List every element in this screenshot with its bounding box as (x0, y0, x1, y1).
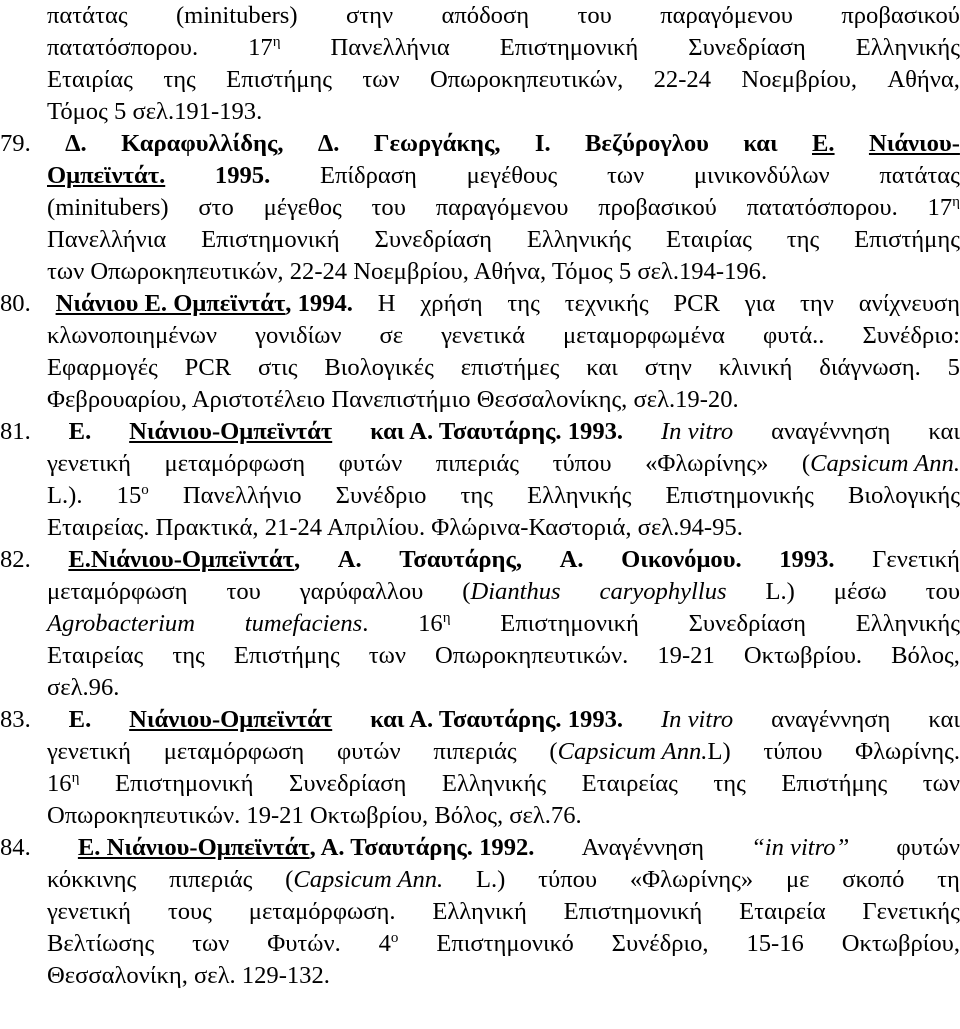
word: Νοεμβρίου, (741, 66, 857, 93)
word: και (586, 354, 618, 381)
word: Συνεδρίαση (688, 34, 806, 61)
word: αναγέννηση (771, 418, 891, 445)
text-line (47, 640, 960, 672)
reference-83 (0, 704, 960, 736)
superscript: η (442, 609, 451, 626)
author-highlight: Ε. Νιάνιου-Ομπεϊντάτ (77, 834, 310, 861)
word: και (928, 418, 960, 445)
word: (Capsicum Ann.L) (549, 738, 731, 765)
word: Οπωροκηπευτικών, (429, 66, 624, 93)
word: Οπωροκηπευτικών. (435, 642, 629, 669)
word: προβασικού (598, 194, 717, 221)
author: Α. (337, 546, 362, 573)
text-line (47, 928, 960, 960)
word: (Capsicum Ann. (801, 450, 960, 477)
word: Νιάνιου Ε. Ομπεϊντάτ, 1994. (55, 290, 353, 317)
word: (Dianthus (462, 578, 561, 605)
word: πατάτας (47, 2, 128, 29)
word: Θεσσαλονίκη, σελ. 129-132. (47, 962, 330, 989)
word: $17^\eta$ (927, 193, 960, 221)
entry-number: 82. (0, 546, 31, 573)
text-line (47, 96, 960, 128)
word: των (192, 930, 230, 957)
word: Η (377, 290, 396, 317)
author: Οικονόμου. (621, 546, 742, 573)
word: PCR (673, 290, 720, 317)
author-highlight: Ε.Νιάνιου-Ομπεϊντάτ (68, 546, 294, 573)
text-line (47, 320, 960, 352)
word: γενετική (47, 898, 131, 925)
word: για (744, 290, 776, 317)
word: του (371, 194, 406, 221)
text-line (47, 384, 960, 416)
word: φυτών (896, 834, 960, 861)
word: φυτών (338, 450, 403, 477)
superscript: ο (390, 929, 399, 946)
word: του (226, 578, 261, 605)
year: 1993. (779, 546, 835, 573)
word: μεταμόρφωση. (248, 898, 396, 925)
text-line (47, 480, 960, 512)
word: 19-21 (657, 642, 715, 669)
word: (Capsicum Ann. (285, 866, 444, 893)
word: Ε. Νιάνιου-Ομπεϊντάτ, Α. Τσαυτάρης. 1992. (77, 834, 535, 861)
word: μεταμόρφωση (163, 738, 305, 765)
word: τεχνικής (564, 290, 649, 317)
word: του (925, 578, 960, 605)
word: παραγόμενου (435, 194, 569, 221)
word: των (606, 162, 645, 189)
word: σκοπό (842, 866, 905, 893)
word: σε (379, 322, 404, 349)
word: 15-16 (746, 930, 804, 957)
word: Οκτωβρίου. (743, 642, 863, 669)
entry-number: 83. (0, 706, 31, 733)
word: μεγέθους (466, 162, 558, 189)
word: Εφαρμογές (47, 354, 158, 381)
word: Ελληνικής (526, 226, 632, 253)
text-line (47, 864, 960, 896)
word: tumefaciens. (244, 610, 369, 637)
word: μεταμορφωμένα (563, 322, 725, 349)
word: τη (937, 866, 960, 893)
word: της (786, 226, 820, 253)
word: πιπεριάς (433, 738, 517, 765)
word: γενετική (47, 738, 131, 765)
italic-term: Agrobacterium (47, 610, 195, 637)
word: $17^\eta$ (248, 33, 281, 61)
word: πιπεριάς (169, 866, 253, 893)
text-line (47, 256, 960, 288)
word: κλινική (718, 354, 793, 381)
word: Αναγέννηση (581, 834, 704, 861)
word: L.) (475, 866, 506, 893)
word: Επιστήμης (226, 66, 333, 93)
word: γαρύφαλλου (299, 578, 424, 605)
word: Επιστήμης (233, 642, 340, 669)
word: PCR (184, 354, 232, 381)
word: Επιστημονική (500, 610, 639, 637)
text-line (47, 736, 960, 768)
word: Συνεδρίαση (688, 610, 806, 637)
reference-84 (0, 832, 960, 864)
word: χρήση (420, 290, 483, 317)
word: τους (167, 898, 212, 925)
word: 5 (947, 354, 960, 381)
text-line (47, 768, 960, 800)
word: $4^o$ (378, 929, 399, 957)
word: Ελληνικής (855, 34, 960, 61)
author: Ε. (68, 706, 92, 733)
word: διάγνωση. (819, 354, 921, 381)
text-line (47, 512, 960, 544)
author: Α. (559, 546, 584, 573)
reference-79 (0, 128, 960, 160)
word: Γενετικής (862, 898, 960, 925)
word: με (785, 866, 810, 893)
word: Εταιρείας (581, 770, 678, 797)
word: L.) (765, 578, 795, 605)
author: Δ. (65, 130, 87, 157)
word: μεταμόρφωση (47, 578, 188, 605)
word: Εταιρείας (47, 642, 144, 669)
word: Συνεδρίαση (374, 226, 492, 253)
word: της (163, 66, 196, 93)
word: στις (258, 354, 298, 381)
author: Ι. (534, 130, 551, 157)
word: στην (644, 354, 692, 381)
word: μέσω (833, 578, 887, 605)
text-line (47, 64, 960, 96)
superscript: ο (141, 481, 149, 498)
word: Πανελλήνιο (182, 482, 302, 509)
word: γενετικά (441, 322, 525, 349)
word: Αθήνα, (887, 66, 960, 93)
text-line (47, 448, 960, 480)
word: Συνεδρίαση (289, 770, 407, 797)
word: Εταιρεία (739, 898, 826, 925)
superscript: η (71, 769, 80, 786)
word: παραγόμενου (660, 2, 793, 29)
word: Ελληνικής (527, 482, 632, 509)
word: Ελληνικής (441, 770, 547, 797)
word: φυτών (337, 738, 401, 765)
author: και Α. Τσαυτάρης. 1993. (370, 418, 624, 445)
text-line (47, 160, 960, 192)
word: Συνέδριο (335, 482, 427, 509)
author-highlight: Νιάνιου-Ομπεϊντάτ (129, 418, 333, 445)
word: Φεβρουαρίου, Αριστοτέλειο Πανεπιστήμιο Θεσσαλονίκης, σελ.19-20. (47, 386, 739, 413)
word: Επιστημονικής (665, 482, 814, 509)
text-line (47, 32, 960, 64)
word: μεταμόρφωση (164, 450, 306, 477)
word: την (800, 290, 834, 317)
word: «Φλωρίνης» (629, 866, 754, 893)
word: τύπου (763, 738, 823, 765)
author-highlight: Νιάνιου- (868, 130, 960, 157)
word: Επίδραση (319, 162, 417, 189)
word: Φυτών. (267, 930, 341, 957)
word: (minitubers) (47, 194, 169, 221)
word: Επιστήμης (854, 226, 960, 253)
author: Καραφυλλίδης, (121, 130, 284, 157)
author: Τσαυτάρης, (399, 546, 523, 573)
word: Εταιρίας (665, 226, 752, 253)
italic-term: “in vitro” (751, 834, 850, 861)
word: Επιστήμης (781, 770, 888, 797)
word: κλωνοποιημένων (47, 322, 218, 349)
word: Βιολογικής (847, 482, 960, 509)
word: Φλωρίνης. (855, 738, 960, 765)
word: Πανελλήνια (47, 226, 167, 253)
word: τύπου (538, 866, 598, 893)
word: πιπεριάς (435, 450, 520, 477)
word: μέγεθος (263, 194, 342, 221)
word: της (172, 642, 205, 669)
entry-number: 79. (0, 130, 31, 157)
word: Οπωροκηπευτικών. 19-21 Οκτωβρίου, Βόλος, σελ.76. (47, 802, 582, 829)
word: $15^o$ (116, 481, 149, 509)
entry-number: 80. (0, 290, 31, 317)
word: γενετική (47, 450, 131, 477)
word: πατατόσπορου. (47, 34, 199, 61)
italic-term: Capsicum Ann. (293, 866, 444, 893)
text-line (47, 896, 960, 928)
word: επιστήμες (460, 354, 560, 381)
text-line (47, 672, 960, 704)
word: Βιολογικές (324, 354, 434, 381)
word: πατάτας (879, 162, 960, 189)
reference-82 (0, 544, 960, 576)
author-highlight: Ε. (812, 130, 835, 157)
word: Επιστημονική (563, 898, 703, 925)
word: μινικονδύλων (693, 162, 830, 189)
text-line (47, 576, 960, 608)
word: 22-24 (653, 66, 711, 93)
italic-term: tumefaciens (244, 610, 363, 637)
word: Βελτίωσης (47, 930, 155, 957)
reference-80 (0, 288, 960, 320)
word: $16^\eta$ (47, 769, 80, 797)
word: της (507, 290, 540, 317)
superscript: η (952, 193, 960, 210)
word: των (922, 770, 960, 797)
word: (minitubers) (175, 2, 298, 29)
author: Γεωργάκης, (373, 130, 501, 157)
italic-term: In vitro (660, 418, 734, 445)
word: Επιστημονικό (436, 930, 574, 957)
text-line (47, 800, 960, 832)
word: Συνέδριο, (611, 930, 709, 957)
word: Επιστημονική (201, 226, 340, 253)
word: των (368, 642, 406, 669)
word: Ελληνικής (855, 610, 960, 637)
word: Βόλος, (891, 642, 960, 669)
superscript: η (272, 33, 281, 50)
author-highlight: Ομπεϊντάτ. (47, 162, 166, 189)
word: L.). (47, 482, 83, 509)
word: των (362, 66, 400, 93)
author: Δ. (317, 130, 340, 157)
text-line (47, 960, 960, 992)
word: $16^\eta$ (418, 609, 451, 637)
author-highlight: Νιάνιου Ε. Ομπεϊντάτ (55, 290, 286, 317)
word: και (928, 706, 960, 733)
word: Επιστημονική (499, 34, 639, 61)
author: Βεζύρογλου (585, 130, 709, 157)
word: ανίχνευση (858, 290, 960, 317)
word: Ε.Νιάνιου-Ομπεϊντάτ, (68, 546, 301, 573)
text-line (47, 192, 960, 224)
text-line (47, 608, 960, 640)
reference-81 (0, 416, 960, 448)
author-highlight: Νιάνιου-Ομπεϊντάτ (129, 706, 333, 733)
author: και Α. Τσαυτάρης. 1993. (370, 706, 624, 733)
word: Πανελλήνια (330, 34, 450, 61)
entry-number: 81. (0, 418, 31, 445)
word: Εταιρείας. Πρακτικά, 21-24 Απριλίου. Φλώρινα-Καστοριά, σελ.94-95. (47, 514, 743, 541)
author: και (743, 130, 778, 157)
word: της (713, 770, 746, 797)
word: πατατόσπορου. (746, 194, 898, 221)
word: σελ.96. (47, 674, 120, 701)
word: των Οπωροκηπευτικών, 22-24 Νοεμβρίου, Αθήνα, Τόμος 5 σελ.194-196. (47, 258, 768, 285)
word: της (460, 482, 493, 509)
word: Εταιρίας (47, 66, 133, 93)
word: γονιδίων (255, 322, 342, 349)
year: 1995. (214, 162, 271, 189)
word: στο (198, 194, 234, 221)
italic-term: Capsicum Ann. (810, 450, 960, 477)
word: φυτά.. (762, 322, 825, 349)
italic-term: caryophyllus (599, 578, 727, 605)
word: Τόμος 5 σελ.191-193. (47, 98, 263, 125)
entry-number: 84. (0, 834, 31, 861)
word: απόδοση (441, 2, 530, 29)
word: Συνέδριο: (862, 322, 960, 349)
word: Ελληνική (432, 898, 527, 925)
word: αναγέννηση (771, 706, 891, 733)
word: «Φλωρίνης» (645, 450, 769, 477)
italic-term: Capsicum Ann. (557, 738, 708, 765)
word: τύπου (552, 450, 612, 477)
word: Επιστημονική (114, 770, 254, 797)
italic-term: In vitro (660, 706, 734, 733)
word: Οκτωβρίου, (841, 930, 960, 957)
text-line (47, 352, 960, 384)
word: Γενετική (872, 546, 960, 573)
text-line (47, 224, 960, 256)
text-line (47, 0, 960, 32)
author: Ε. (68, 418, 92, 445)
word: προβασικού (841, 2, 960, 29)
word: του (577, 2, 612, 29)
word: κόκκινης (47, 866, 137, 893)
word: στην (345, 2, 394, 29)
italic-term: Dianthus (470, 578, 561, 605)
